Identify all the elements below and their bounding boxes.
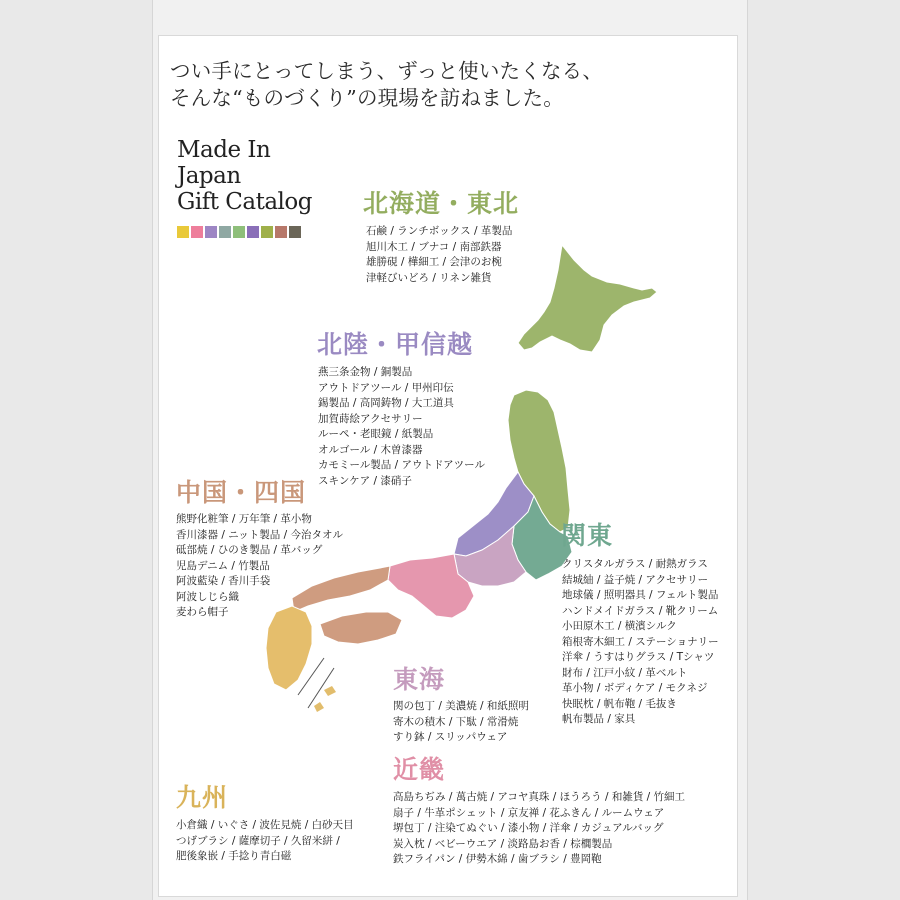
color-swatch (289, 226, 301, 238)
color-swatch (219, 226, 231, 238)
list-item: 帆布製品 / 家具 (562, 713, 636, 725)
list-item: 小倉織 / いぐさ / 波佐見焼 / 白砂天目 (176, 819, 354, 831)
map-region-hokkaido-tohoku[interactable] (508, 245, 657, 532)
list-item: 地球儀 / 照明器具 / フェルト製品 (562, 589, 719, 601)
list-item: 阿波藍染 / 香川手袋 (176, 575, 271, 587)
region-title-hokkaido-tohoku: 北海道・東北 (363, 189, 520, 218)
intro-text (170, 58, 603, 112)
list-item: 洋傘 / うすはりグラス / Tシャツ (562, 651, 715, 663)
list-item: クリスタルガラス / 耐熱ガラス (562, 558, 708, 570)
catalog-title (177, 137, 312, 215)
list-item: 扇子 / 牛革ポシェット / 京友禅 / 花ふきん / ルームウェア (393, 806, 665, 819)
region-title-chugoku-shikoku: 中国・四国 (176, 478, 307, 507)
catalog-title-line-3: Gift Catalog (177, 189, 312, 215)
region-items-kinki (393, 790, 685, 868)
list-item: 快眠枕 / 帆布鞄 / 毛抜き (562, 697, 677, 710)
list-item: ルーペ・老眼鏡 / 紙製品 (318, 428, 434, 440)
list-item: 関の包丁 / 美濃焼 / 和紙照明 (393, 700, 529, 712)
list-item: 小田原木工 / 横濱シルク (562, 620, 677, 632)
list-item: 加賀蒔絵アクセサリー (318, 412, 423, 425)
list-item: 肥後象嵌 / 手捻り青白磁 (176, 850, 292, 862)
list-item: 津軽びいどろ / リネン雑貨 (366, 271, 492, 284)
list-item: すり鉢 / スリッパウェア (393, 731, 508, 743)
list-item: 錫製品 / 高岡鋳物 / 大工道具 (318, 397, 454, 409)
list-item: 堺包丁 / 注染てぬぐい / 漆小物 / 洋傘 / カジュアルバッグ (393, 822, 664, 834)
list-item: 香川漆器 / ニット製品 / 今治タオル (176, 528, 344, 541)
list-item: 旭川木工 / ブナコ / 南部鉄器 (366, 240, 502, 253)
list-item: 児島デニム / 竹製品 (176, 559, 270, 572)
list-item: 革小物 / ボディケア / モクネジ (562, 682, 708, 694)
region-items-kyushu (176, 818, 354, 865)
list-item: 燕三条金物 / 銅製品 (318, 366, 413, 378)
list-item: 箱根寄木細工 / ステーショナリー (562, 635, 719, 648)
region-title-kyushu: 九州 (176, 783, 229, 812)
color-swatch (261, 226, 273, 238)
list-item: 阿波しじら織 (176, 590, 239, 603)
list-item: 寄木の積木 / 下駄 / 常滑焼 (393, 715, 519, 728)
list-item: つげブラシ / 薩摩切子 / 久留米絣 / (176, 834, 340, 847)
region-title-kinki: 近畿 (393, 755, 446, 784)
color-swatches (177, 226, 301, 238)
list-item: 石鹸 / ランチボックス / 革製品 (366, 225, 513, 237)
list-item: 雄勝硯 / 樺細工 / 会津のお椀 (366, 256, 502, 268)
list-item: 財布 / 江戸小紋 / 革ベルト (562, 666, 688, 679)
color-swatch (233, 226, 245, 238)
catalog-title-line-2: Japan (177, 163, 241, 189)
list-item: アウトドアツール / 甲州印伝 (318, 381, 454, 394)
color-swatch (205, 226, 217, 238)
region-title-tokai: 東海 (393, 665, 446, 694)
region-title-kanto: 関東 (561, 521, 614, 550)
intro-line-2: そんな“ものづくり”の現場を訪ねました。 (170, 86, 564, 110)
list-item: ハンドメイドガラス / 靴クリーム (562, 604, 719, 617)
color-swatch (275, 226, 287, 238)
region-items-hokkaido-tohoku (366, 224, 512, 286)
list-item: カモミール製品 / アウトドアツール (318, 459, 485, 471)
region-items-tokai (393, 699, 529, 746)
catalog-title-line-1: Made In (177, 137, 271, 163)
region-items-hokuriku-koshinetsu (318, 365, 485, 489)
list-item: 熊野化粧筆 / 万年筆 / 革小物 (176, 513, 312, 525)
list-item: スキンケア / 漆硝子 (318, 474, 412, 487)
okinawa-islands (324, 686, 336, 696)
color-swatch (191, 226, 203, 238)
list-item: 鉄フライパン / 伊勢木綿 / 歯ブラシ / 豊岡鞄 (393, 853, 602, 865)
color-swatch (247, 226, 259, 238)
list-item: オルゴール / 木曽漆器 (318, 443, 423, 456)
list-item: 結城紬 / 益子焼 / アクセサリー (562, 573, 709, 586)
color-swatch (177, 226, 189, 238)
list-item: 砥部焼 / ひのき製品 / 革バッグ (176, 544, 323, 556)
intro-line-1: つい手にとってしまう、ずっと使いたくなる、 (170, 59, 604, 83)
list-item: 高島ちぢみ / 萬古焼 / アコヤ真珠 / ほうろう / 和雑貨 / 竹細工 (393, 791, 686, 803)
region-items-chugoku-shikoku (176, 512, 343, 621)
okinawa-islets (314, 702, 324, 712)
region-title-hokuriku-koshinetsu: 北陸・甲信越 (317, 330, 474, 359)
region-items-kanto (562, 557, 719, 728)
list-item: 麦わら帽子 (176, 606, 229, 618)
list-item: 炭入枕 / ベビーウエア / 淡路島お香 / 棕櫚製品 (393, 837, 613, 850)
